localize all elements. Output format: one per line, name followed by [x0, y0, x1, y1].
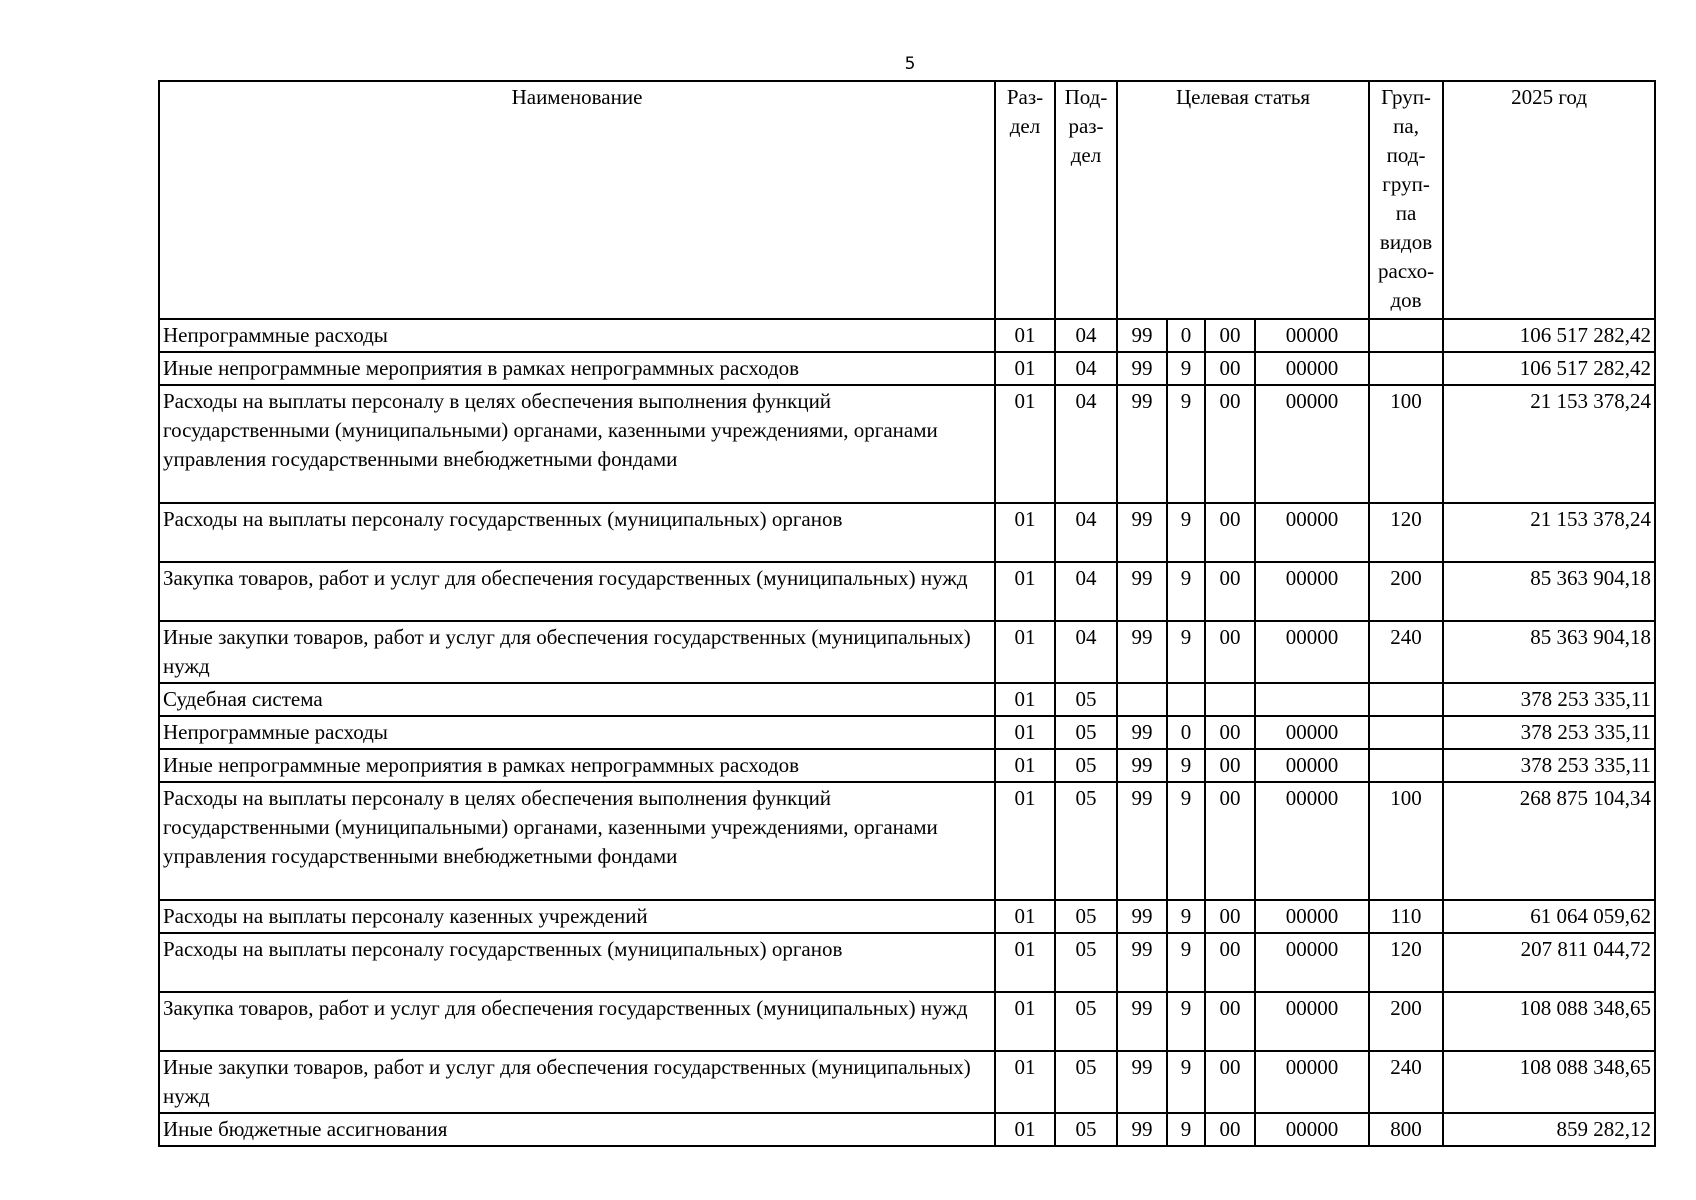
cell-amount: 21 153 378,24: [1443, 385, 1655, 503]
cell-target-1: 99: [1117, 992, 1167, 1051]
cell-group: 800: [1369, 1113, 1443, 1146]
cell-target-1: 99: [1117, 562, 1167, 621]
page-number: 5: [904, 54, 916, 74]
cell-target-4: [1255, 683, 1369, 716]
cell-amount: 108 088 348,65: [1443, 1051, 1655, 1113]
cell-podrazdel: 05: [1055, 683, 1117, 716]
cell-target-2: [1167, 683, 1205, 716]
cell-target-3: 00: [1205, 716, 1255, 749]
cell-target-2: 9: [1167, 503, 1205, 562]
cell-target-3: 00: [1205, 621, 1255, 683]
cell-target-3: 00: [1205, 933, 1255, 992]
cell-amount: 378 253 335,11: [1443, 683, 1655, 716]
header-razdel: Раз- дел: [995, 81, 1055, 319]
table-row: [159, 716, 1655, 749]
cell-target-4: 00000: [1255, 562, 1369, 621]
cell-target-4: 00000: [1255, 352, 1369, 385]
cell-target-3: 00: [1205, 319, 1255, 352]
table-row: [159, 621, 1655, 683]
cell-group: 120: [1369, 503, 1443, 562]
cell-podrazdel: 04: [1055, 621, 1117, 683]
cell-group: [1369, 749, 1443, 782]
cell-target-3: 00: [1205, 992, 1255, 1051]
cell-name: Иные закупки товаров, работ и услуг для обеспечения государственных (муниципальных) нужд: [159, 1051, 995, 1113]
cell-razdel: 01: [995, 782, 1055, 900]
cell-podrazdel: 05: [1055, 900, 1117, 933]
cell-podrazdel: 05: [1055, 1051, 1117, 1113]
cell-target-3: 00: [1205, 562, 1255, 621]
cell-target-1: 99: [1117, 352, 1167, 385]
cell-amount: 106 517 282,42: [1443, 319, 1655, 352]
cell-name: Расходы на выплаты персоналу в целях обеспечения выполнения функций государственными (муниципальными) органами, казенными учреждениями, органами управления государственными внебюджетными фондами: [159, 385, 995, 503]
cell-target-4: 00000: [1255, 385, 1369, 503]
table-row: [159, 352, 1655, 385]
cell-target-4: 00000: [1255, 503, 1369, 562]
cell-amount: 21 153 378,24: [1443, 503, 1655, 562]
cell-razdel: 01: [995, 749, 1055, 782]
cell-target-1: 99: [1117, 716, 1167, 749]
header-name: Наименование: [159, 81, 995, 319]
cell-target-4: 00000: [1255, 900, 1369, 933]
cell-name: Иные бюджетные ассигнования: [159, 1113, 995, 1146]
cell-target-1: [1117, 683, 1167, 716]
cell-target-2: 9: [1167, 385, 1205, 503]
cell-group: [1369, 352, 1443, 385]
cell-group: 120: [1369, 933, 1443, 992]
cell-target-4: 00000: [1255, 782, 1369, 900]
cell-name: Иные закупки товаров, работ и услуг для обеспечения государственных (муниципальных) нужд: [159, 621, 995, 683]
cell-amount: 859 282,12: [1443, 1113, 1655, 1146]
cell-podrazdel: 04: [1055, 503, 1117, 562]
table-row: [159, 1051, 1655, 1113]
cell-target-4: 00000: [1255, 1051, 1369, 1113]
cell-amount: 378 253 335,11: [1443, 716, 1655, 749]
header-group: Груп- па, под- груп- па видов расхо- дов: [1369, 81, 1443, 319]
cell-group: 200: [1369, 992, 1443, 1051]
cell-target-1: 99: [1117, 503, 1167, 562]
cell-group: 240: [1369, 1051, 1443, 1113]
cell-razdel: 01: [995, 352, 1055, 385]
cell-razdel: 01: [995, 503, 1055, 562]
cell-target-2: 0: [1167, 319, 1205, 352]
cell-target-1: 99: [1117, 385, 1167, 503]
cell-razdel: 01: [995, 1051, 1055, 1113]
cell-target-2: 9: [1167, 749, 1205, 782]
cell-target-1: 99: [1117, 319, 1167, 352]
cell-group: [1369, 683, 1443, 716]
cell-name: Расходы на выплаты персоналу казенных учреждений: [159, 900, 995, 933]
table-row: [159, 749, 1655, 782]
cell-razdel: 01: [995, 621, 1055, 683]
cell-name: Непрограммные расходы: [159, 319, 995, 352]
cell-target-1: 99: [1117, 749, 1167, 782]
cell-razdel: 01: [995, 900, 1055, 933]
cell-target-2: 9: [1167, 900, 1205, 933]
cell-razdel: 01: [995, 385, 1055, 503]
cell-podrazdel: 05: [1055, 1113, 1117, 1146]
cell-target-2: 9: [1167, 992, 1205, 1051]
cell-target-2: 9: [1167, 1051, 1205, 1113]
table-row: [159, 933, 1655, 992]
cell-podrazdel: 05: [1055, 749, 1117, 782]
cell-amount: 108 088 348,65: [1443, 992, 1655, 1051]
cell-target-3: 00: [1205, 782, 1255, 900]
cell-group: 240: [1369, 621, 1443, 683]
header-target-article: Целевая статья: [1117, 81, 1369, 319]
cell-name: Непрограммные расходы: [159, 716, 995, 749]
cell-name: Расходы на выплаты персоналу государственных (муниципальных) органов: [159, 503, 995, 562]
cell-target-2: 0: [1167, 716, 1205, 749]
cell-group: [1369, 716, 1443, 749]
header-year: 2025 год: [1443, 81, 1655, 319]
cell-target-3: 00: [1205, 352, 1255, 385]
cell-name: Закупка товаров, работ и услуг для обеспечения государственных (муниципальных) нужд: [159, 992, 995, 1051]
cell-group: 110: [1369, 900, 1443, 933]
cell-razdel: 01: [995, 992, 1055, 1051]
cell-name: Расходы на выплаты персоналу государственных (муниципальных) органов: [159, 933, 995, 992]
cell-podrazdel: 04: [1055, 562, 1117, 621]
table-row: [159, 782, 1655, 900]
cell-name: Судебная система: [159, 683, 995, 716]
cell-target-4: 00000: [1255, 933, 1369, 992]
cell-name: Расходы на выплаты персоналу в целях обеспечения выполнения функций государственными (муниципальными) органами, казенными учреждениями, органами управления государственными внебюджетными фондами: [159, 782, 995, 900]
cell-target-2: 9: [1167, 1113, 1205, 1146]
cell-target-2: 9: [1167, 352, 1205, 385]
cell-target-3: 00: [1205, 749, 1255, 782]
cell-target-3: 00: [1205, 1051, 1255, 1113]
cell-target-1: 99: [1117, 1051, 1167, 1113]
cell-target-3: 00: [1205, 385, 1255, 503]
cell-amount: 378 253 335,11: [1443, 749, 1655, 782]
cell-target-1: 99: [1117, 621, 1167, 683]
cell-target-4: 00000: [1255, 716, 1369, 749]
cell-razdel: 01: [995, 683, 1055, 716]
cell-razdel: 01: [995, 319, 1055, 352]
cell-razdel: 01: [995, 716, 1055, 749]
cell-amount: 85 363 904,18: [1443, 562, 1655, 621]
cell-group: 200: [1369, 562, 1443, 621]
cell-amount: 106 517 282,42: [1443, 352, 1655, 385]
cell-target-4: 00000: [1255, 319, 1369, 352]
cell-name: Закупка товаров, работ и услуг для обеспечения государственных (муниципальных) нужд: [159, 562, 995, 621]
cell-amount: 268 875 104,34: [1443, 782, 1655, 900]
cell-razdel: 01: [995, 562, 1055, 621]
cell-target-4: 00000: [1255, 621, 1369, 683]
cell-amount: 61 064 059,62: [1443, 900, 1655, 933]
table-row: [159, 562, 1655, 621]
cell-razdel: 01: [995, 1113, 1055, 1146]
table-row: [159, 1113, 1655, 1146]
table-row: [159, 900, 1655, 933]
cell-name: Иные непрограммные мероприятия в рамках непрограммных расходов: [159, 352, 995, 385]
cell-podrazdel: 04: [1055, 385, 1117, 503]
header-podrazdel: Под- раз- дел: [1055, 81, 1117, 319]
cell-podrazdel: 05: [1055, 992, 1117, 1051]
cell-target-3: 00: [1205, 1113, 1255, 1146]
cell-name: Иные непрограммные мероприятия в рамках непрограммных расходов: [159, 749, 995, 782]
cell-target-3: 00: [1205, 503, 1255, 562]
cell-group: 100: [1369, 782, 1443, 900]
cell-podrazdel: 05: [1055, 933, 1117, 992]
cell-target-3: [1205, 683, 1255, 716]
cell-target-4: 00000: [1255, 1113, 1369, 1146]
cell-amount: 207 811 044,72: [1443, 933, 1655, 992]
table-header-row: [159, 81, 1655, 319]
cell-target-4: 00000: [1255, 749, 1369, 782]
table-row: [159, 683, 1655, 716]
budget-table: [158, 80, 1656, 1147]
table-row: [159, 319, 1655, 352]
cell-podrazdel: 04: [1055, 352, 1117, 385]
cell-target-2: 9: [1167, 562, 1205, 621]
table-row: [159, 503, 1655, 562]
table-row: [159, 992, 1655, 1051]
cell-group: [1369, 319, 1443, 352]
cell-target-2: 9: [1167, 782, 1205, 900]
cell-target-1: 99: [1117, 933, 1167, 992]
cell-target-1: 99: [1117, 1113, 1167, 1146]
cell-target-1: 99: [1117, 900, 1167, 933]
cell-podrazdel: 04: [1055, 319, 1117, 352]
cell-razdel: 01: [995, 933, 1055, 992]
cell-podrazdel: 05: [1055, 782, 1117, 900]
cell-podrazdel: 05: [1055, 716, 1117, 749]
cell-group: 100: [1369, 385, 1443, 503]
cell-target-1: 99: [1117, 782, 1167, 900]
table-row: [159, 385, 1655, 503]
cell-target-4: 00000: [1255, 992, 1369, 1051]
cell-target-2: 9: [1167, 621, 1205, 683]
cell-target-3: 00: [1205, 900, 1255, 933]
cell-amount: 85 363 904,18: [1443, 621, 1655, 683]
cell-target-2: 9: [1167, 933, 1205, 992]
